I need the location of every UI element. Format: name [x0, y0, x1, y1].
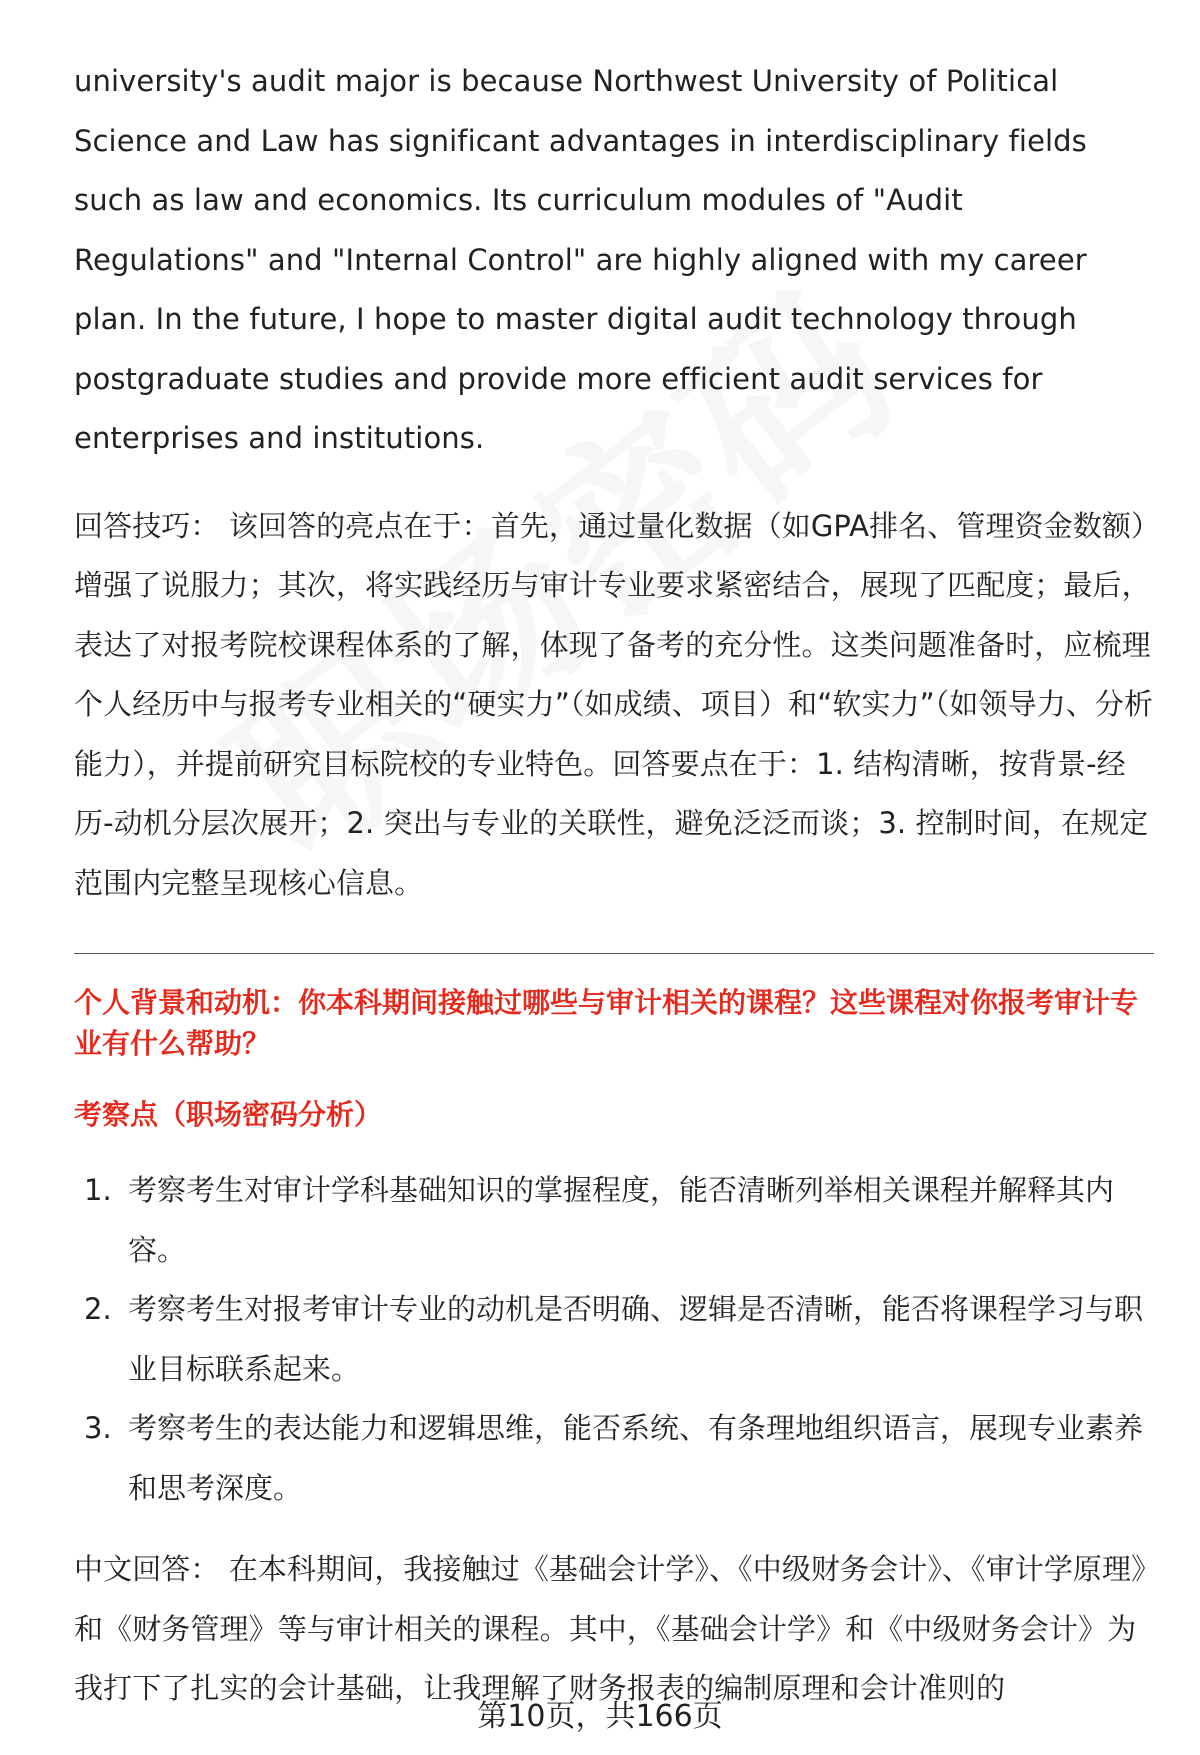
question-heading: 个人背景和动机：你本科期间接触过哪些与审计相关的课程？这些课程对你报考审计专业有什么帮助？ [74, 986, 1139, 1060]
list-item-number: 2. [84, 1292, 112, 1326]
english-answer-paragraph: university's audit major is because Northwest University of Political Science and Law has significant advantages in interdisciplinary fields such as law and economics. Its curriculum modules of "Audit Regulations" and "Internal Control" are highly aligned with my career plan. In the future, I hope to master digital audit technology through postgraduate studies and provide more efficient audit services for enterprises and institutions. [74, 64, 1087, 455]
list-item [74, 1161, 1154, 1280]
answer-tips-paragraph: 回答技巧： 该回答的亮点在于：首先，通过量化数据（如GPA排名、管理资金数额）增强了说服力；其次，将实践经历与审计专业要求紧密结合，展现了匹配度；最后，表达了对报考院校课程体系的了解，体现了备考的充分性。这类问题准备时，应梳理个人经历中与报考专业相关的“硬实力”（如成绩、项目）和“软实力”（如领导力、分析能力），并提前研究目标院校的专业特色。回答要点在于：1. 结构清晰，按背景-经历-动机分层次展开；2. 突出与专业的关联性，避免泛泛而谈；3. 控制时间，在规定范围内完整呈现核心信息。 [74, 508, 1154, 900]
analysis-heading: 考察点（职场密码分析） [74, 1098, 383, 1131]
list-item [74, 1399, 1154, 1518]
page-number-footer: 第10页，共166页 [477, 1699, 723, 1734]
list-item-text: 考察考生的表达能力和逻辑思维，能否系统、有条理地组织语言，展现专业素养和思考深度。 [128, 1411, 1144, 1505]
list-item-text: 考察考生对审计学科基础知识的掌握程度，能否清晰列举相关课程并解释其内容。 [128, 1173, 1115, 1267]
chinese-answer-paragraph: 中文回答： 在本科期间，我接触过《基础会计学》、《中级财务会计》、《审计学原理》和《财务管理》等与审计相关的课程。其中，《基础会计学》和《中级财务会计》为我打下了扎实的会计基础，让我理解了财务报表的编制原理和会计准则的 [74, 1552, 1146, 1705]
list-item [74, 1280, 1154, 1399]
list-item-text: 考察考生对报考审计专业的动机是否明确、逻辑是否清晰，能否将课程学习与职业目标联系起来。 [128, 1292, 1144, 1386]
section-divider [74, 953, 1154, 954]
analysis-list [74, 1161, 1154, 1518]
list-item-number: 3. [84, 1411, 112, 1445]
list-item-number: 1. [84, 1173, 112, 1207]
document-page [74, 52, 1154, 1719]
